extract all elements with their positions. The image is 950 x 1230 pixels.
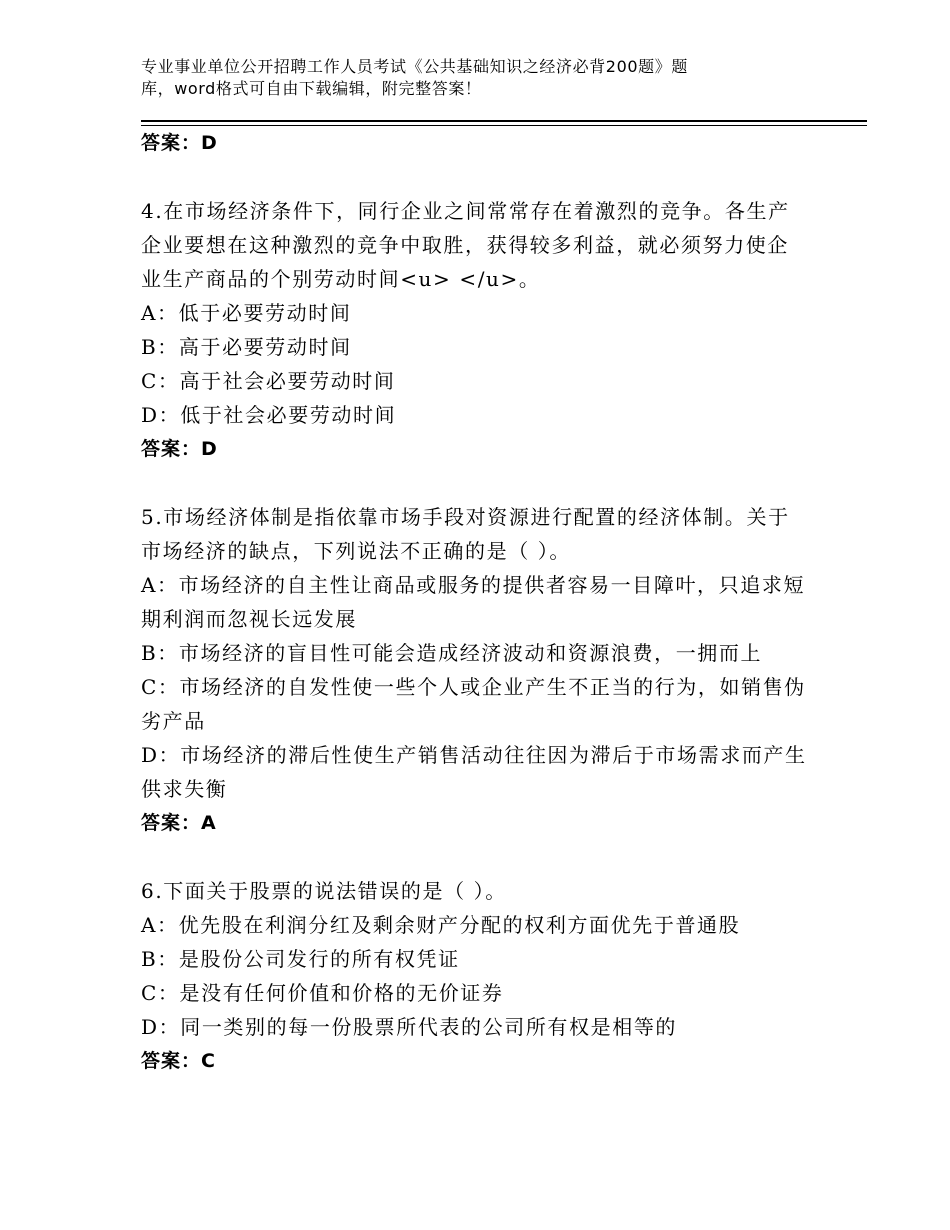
option-a: A：优先股在利润分红及剩余财产分配的权利方面优先于普通股 — [141, 913, 741, 937]
spacer — [141, 840, 811, 874]
document-header — [141, 56, 781, 100]
option-b: B：高于必要劳动时间 — [141, 335, 352, 359]
option-d: D：低于社会必要劳动时间 — [141, 403, 397, 427]
option-b: B：是股份公司发行的所有权凭证 — [141, 947, 460, 971]
option-c: C：是没有任何价值和价格的无价证券 — [141, 981, 504, 1005]
header-rule-thick — [141, 120, 867, 122]
option-b: B：市场经济的盲目性可能会造成经济波动和资源浪费，一拥而上 — [141, 641, 763, 665]
option-a: A：市场经济的自主性让商品或服务的提供者容易一目障叶，只追求短 — [141, 573, 806, 597]
answer-q4: 答案：D — [141, 438, 218, 460]
header-line-2: 库，word格式可自由下载编辑，附完整答案！ — [141, 79, 482, 98]
document-body — [141, 126, 811, 1078]
option-a-continued: 期利润而忽视长远发展 — [141, 607, 357, 631]
answer-q5: 答案：A — [141, 812, 217, 834]
question-stem-line: 4.在市场经济条件下，同行企业之间常常存在着激烈的竞争。各生产 — [141, 199, 790, 223]
question-stem-line: 业生产商品的个别劳动时间<u> </u>。 — [141, 267, 541, 291]
option-a: A：低于必要劳动时间 — [141, 301, 352, 325]
option-c: C：市场经济的自发性使一些个人或企业产生不正当的行为，如销售伪 — [141, 675, 806, 699]
answer-q6: 答案：C — [141, 1050, 216, 1072]
header-line-1: 专业事业单位公开招聘工作人员考试《公共基础知识之经济必背200题》题 — [141, 57, 688, 76]
question-stem-line: 企业要想在这种激烈的竞争中取胜，获得较多利益，就必须努力使企 — [141, 233, 789, 257]
option-d-continued: 供求失衡 — [141, 777, 228, 801]
question-5 — [141, 500, 811, 840]
answer-q3: 答案：D — [141, 132, 218, 154]
option-d: D：市场经济的滞后性使生产销售活动往往因为滞后于市场需求而产生 — [141, 743, 807, 767]
question-stem-line: 5.市场经济体制是指依靠市场手段对资源进行配置的经济体制。关于 — [141, 505, 790, 529]
question-stem-line: 6.下面关于股票的说法错误的是（ ）。 — [141, 879, 507, 903]
option-c-continued: 劣产品 — [141, 709, 206, 733]
question-4 — [141, 194, 811, 466]
option-c: C：高于社会必要劳动时间 — [141, 369, 396, 393]
spacer — [141, 160, 811, 194]
question-stem-line: 市场经济的缺点，下列说法不正确的是（ ）。 — [141, 539, 571, 563]
option-d: D：同一类别的每一份股票所代表的公司所有权是相等的 — [141, 1015, 678, 1039]
spacer — [141, 466, 811, 500]
question-6 — [141, 874, 811, 1078]
